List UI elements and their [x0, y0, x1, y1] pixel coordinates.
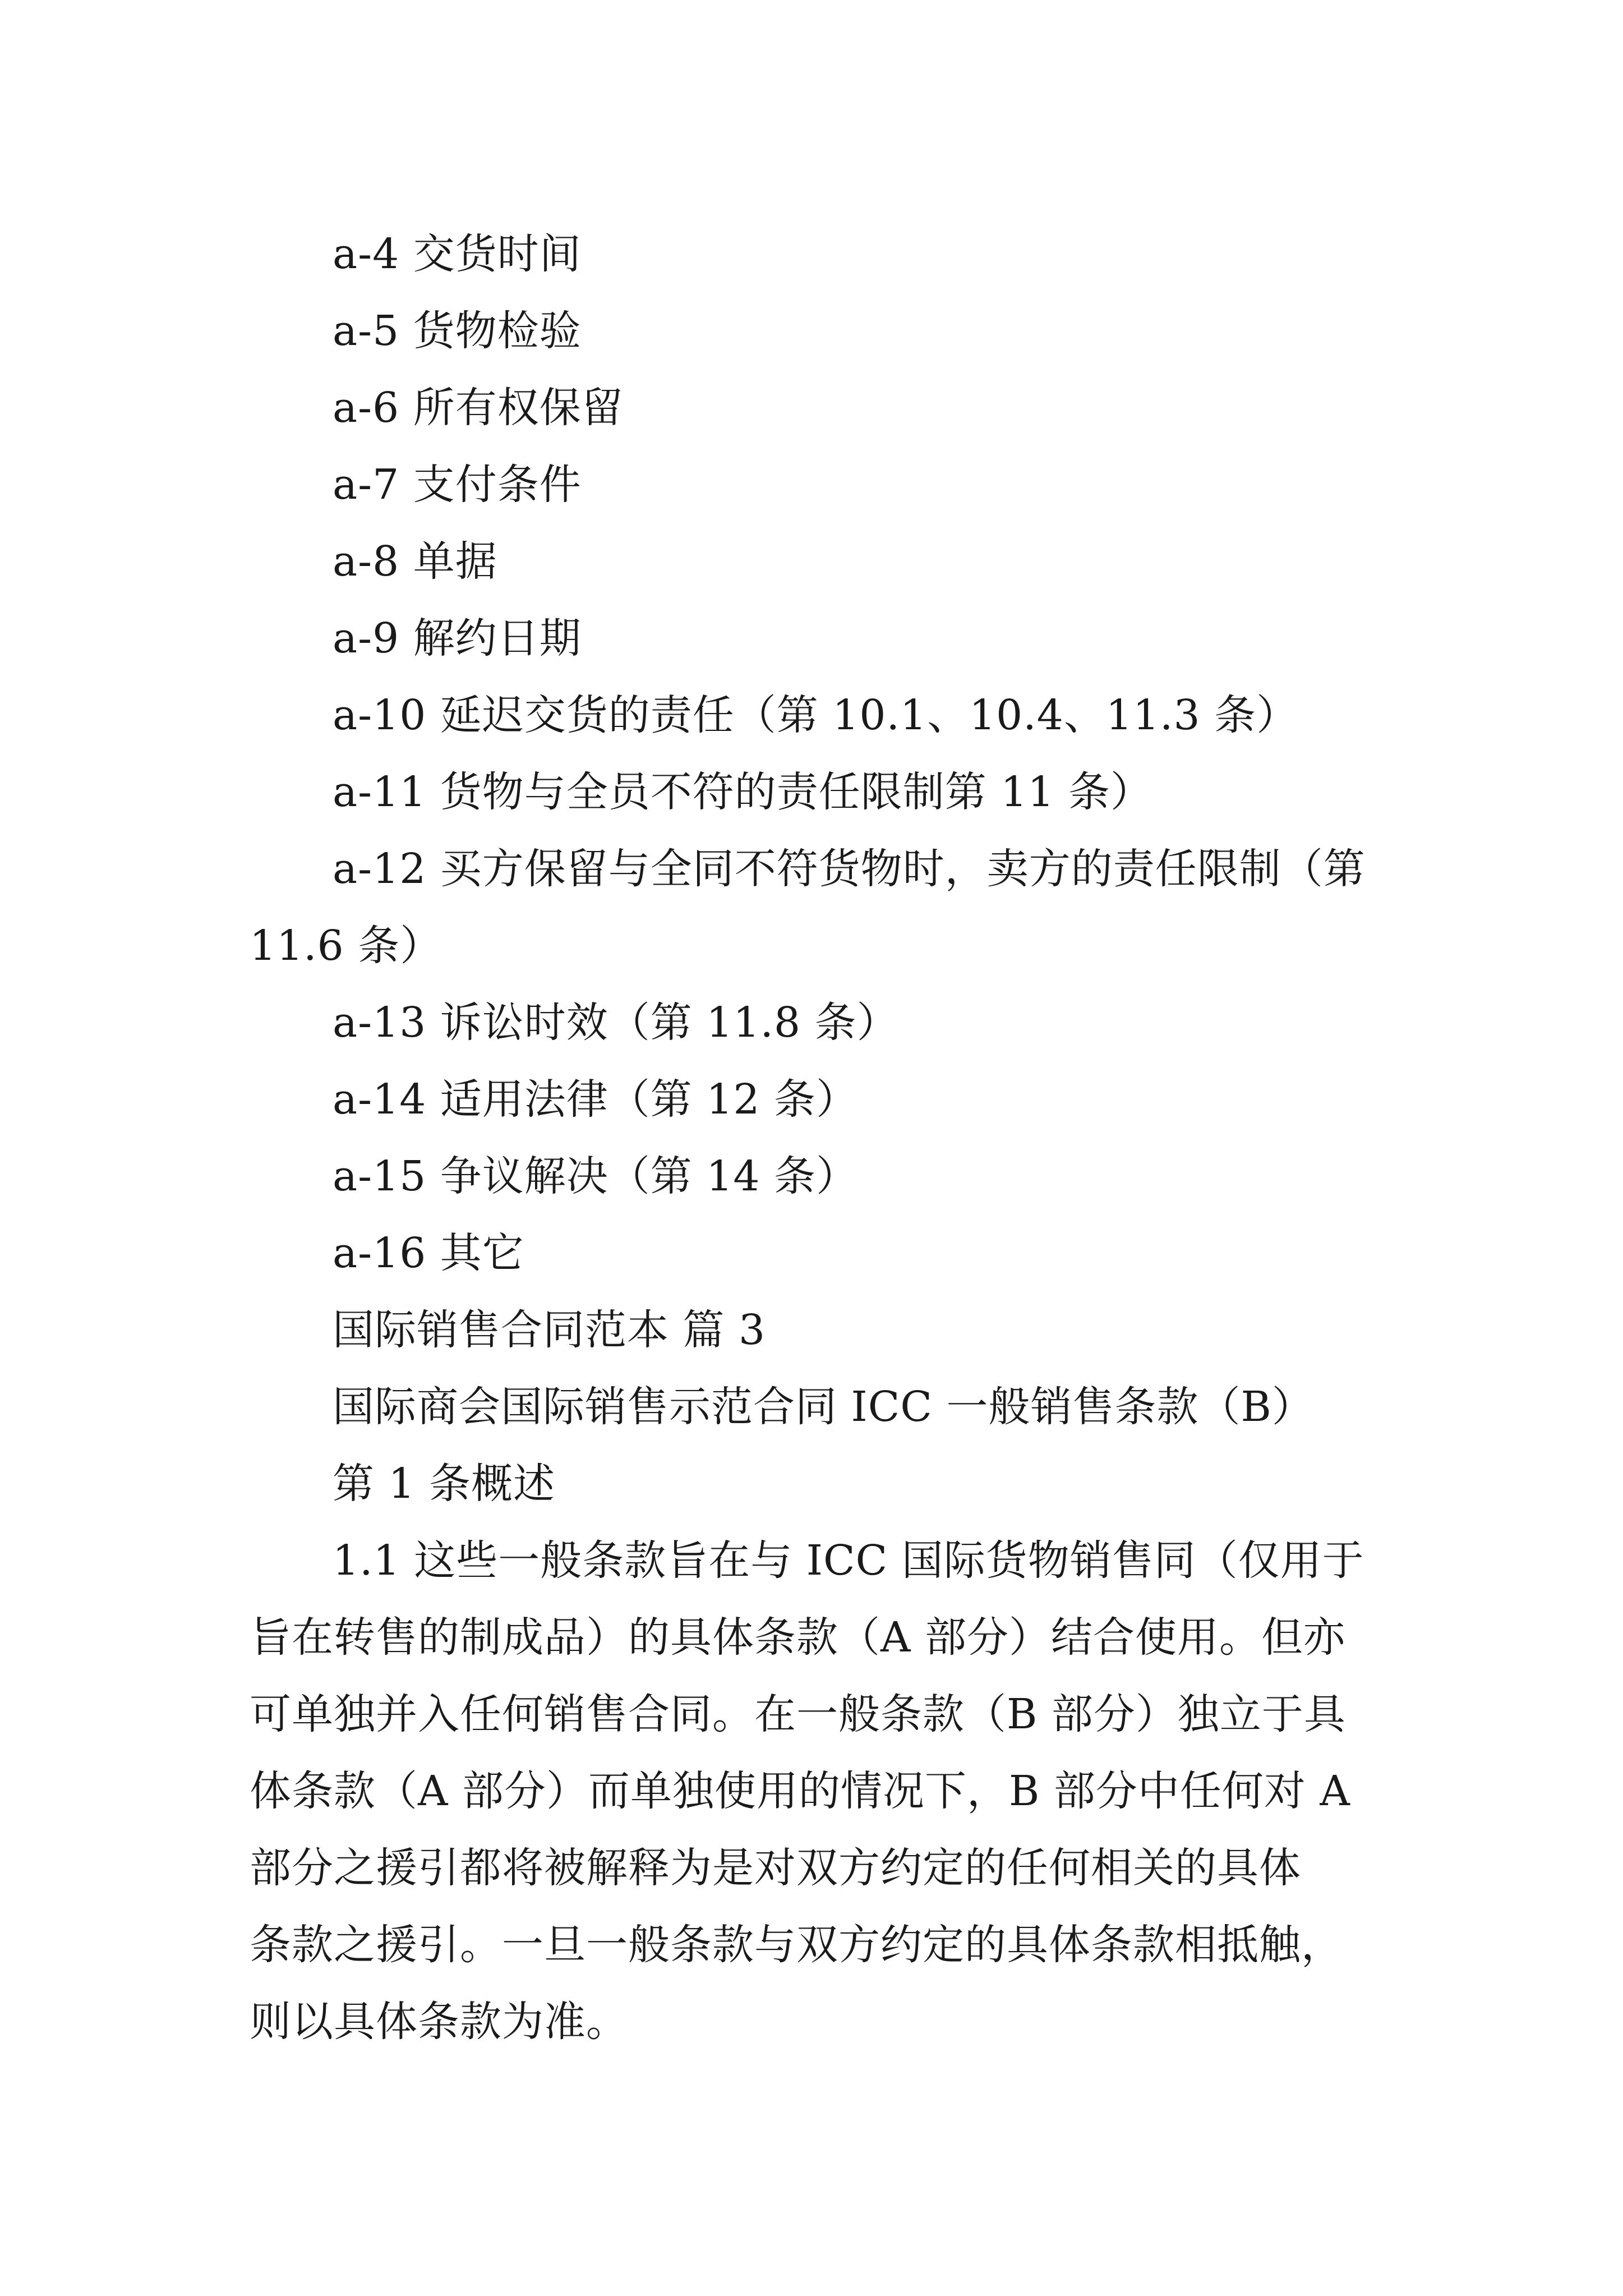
list-item: a-10 延迟交货的责任（第 10.1、10.4、11.3 条） — [333, 691, 1299, 739]
list-item: a-16 其它 — [333, 1229, 524, 1277]
list-item: a-13 诉讼时效（第 11.8 条） — [333, 999, 899, 1047]
list-item: a-8 单据 — [333, 537, 497, 586]
paragraph-line: 则以具体条款为准。 — [250, 1998, 628, 2046]
list-item: a-15 争议解决（第 14 条） — [333, 1152, 859, 1200]
paragraph-line: 部分之援引都将被解释为是对双方约定的任何相关的具体 — [250, 1844, 1301, 1892]
paragraph-line: 条款之援引。一旦一般条款与双方约定的具体条款相抵触， — [250, 1921, 1343, 1969]
list-item: a-5 货物检验 — [333, 307, 582, 355]
contract-title: 国际商会国际销售示范合同 ICC 一般销售条款（B） — [333, 1383, 1314, 1431]
list-item-a12-line1: a-12 买方保留与全同不符货物时，卖方的责任限制（第 — [333, 845, 1366, 893]
paragraph-line: 体条款（A 部分）而单独使用的情况下，B 部分中任何对 A — [250, 1767, 1350, 1815]
list-item-a12-line2: 11.6 条） — [250, 922, 442, 970]
list-item: a-4 交货时间 — [333, 230, 582, 278]
paragraph-line: 旨在转售的制成品）的具体条款（A 部分）结合使用。但亦 — [250, 1613, 1345, 1662]
list-item: a-11 货物与全员不符的责任限制第 11 条） — [333, 768, 1153, 816]
list-item: a-7 支付条件 — [333, 461, 582, 509]
section-heading: 国际销售合同范本 篇 3 — [333, 1306, 766, 1354]
list-item: a-6 所有权保留 — [333, 384, 624, 432]
list-item: a-14 适用法律（第 12 条） — [333, 1075, 859, 1124]
document-body — [250, 216, 1385, 2060]
paragraph-line: 可单独并入任何销售合同。在一般条款（B 部分）独立于具 — [250, 1690, 1346, 1738]
list-item: a-9 解约日期 — [333, 614, 582, 662]
paragraph-line: 1.1 这些一般条款旨在与 ICC 国际货物销售同（仅用于 — [333, 1536, 1364, 1585]
article-heading: 第 1 条概述 — [333, 1460, 556, 1508]
